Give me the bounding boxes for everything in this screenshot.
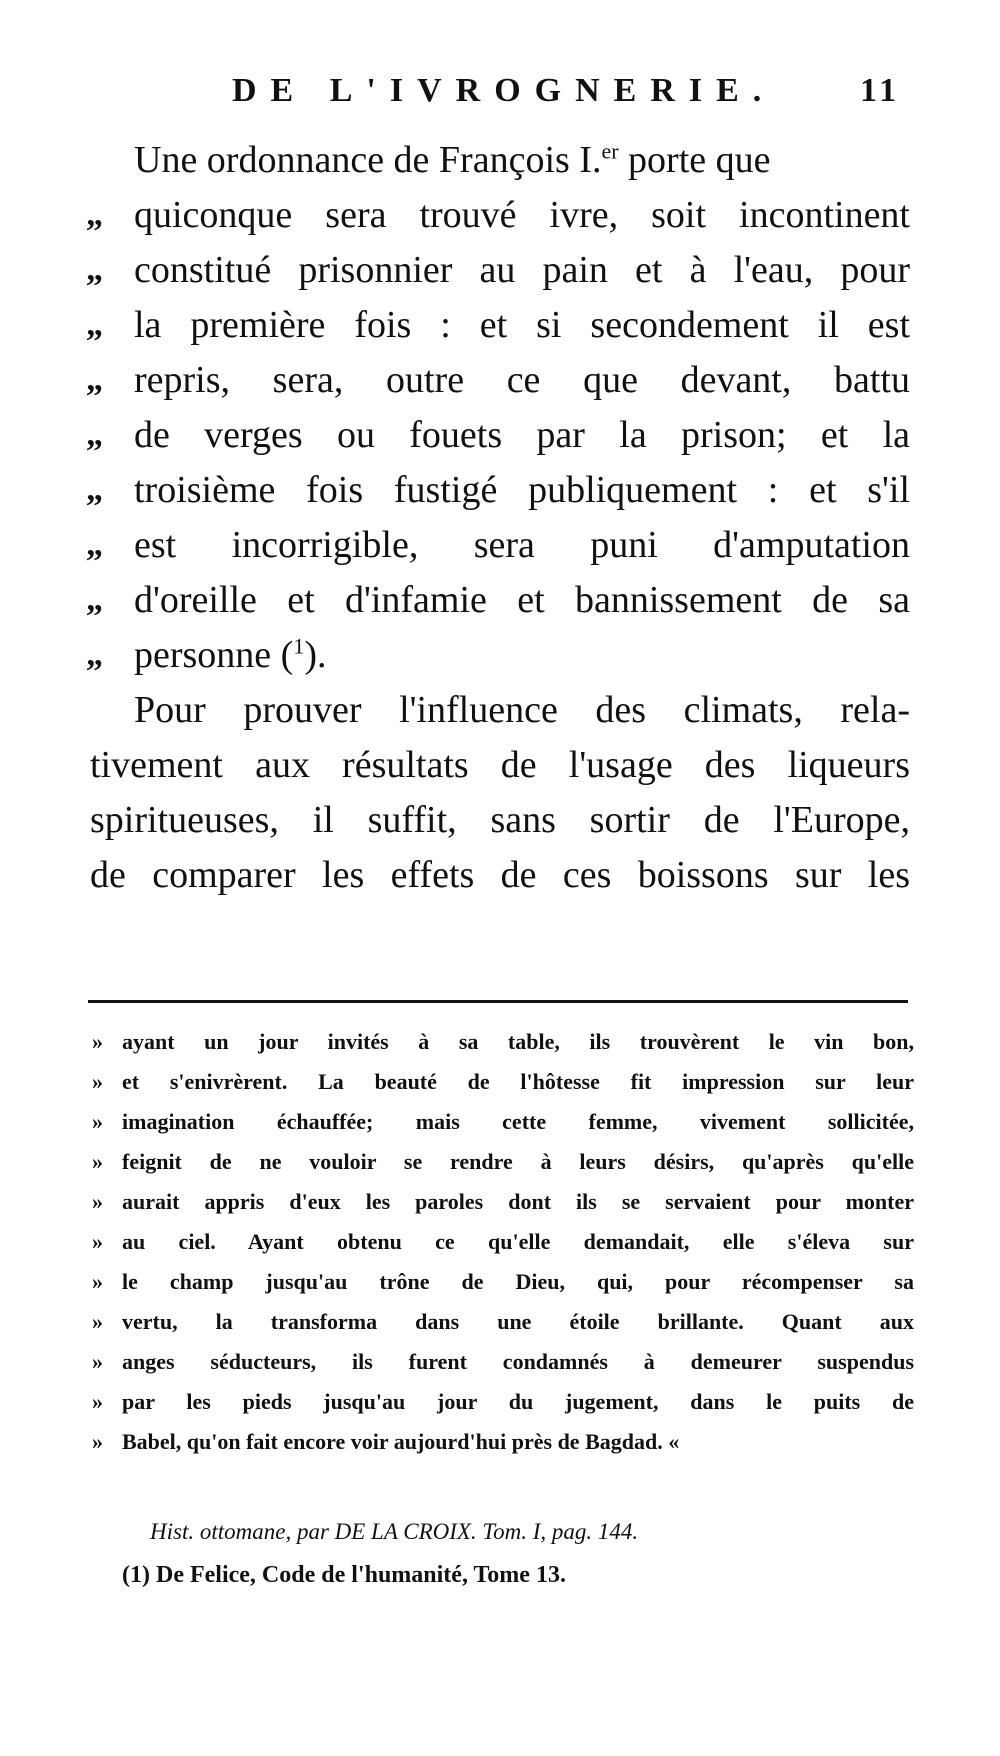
footnote-line: [0, 1302, 1000, 1342]
footnote-text: imagination échauffée; mais cette femme, vivement sollicitée,: [122, 1109, 914, 1134]
line-segment: Une ordonnance de François I.: [134, 139, 602, 181]
guillemet-mark: »: [92, 1389, 103, 1414]
footnote-text: feignit de ne vouloir se rendre à leurs désirs, qu'après qu'elle: [122, 1149, 914, 1174]
footnote-line: [0, 1102, 1000, 1142]
footnote-line: [0, 1142, 1000, 1182]
quote-line: [0, 350, 1000, 410]
line-text: Pour prouver l'influence des climats, rela-: [134, 689, 910, 731]
paragraph-line: [0, 790, 1000, 850]
guillemet-mark: »: [92, 1069, 103, 1094]
quote-mark: „: [86, 306, 103, 343]
footnote-line: [0, 1182, 1000, 1222]
footnote-separator: [88, 1000, 908, 1003]
guillemet-mark: »: [92, 1269, 103, 1294]
guillemet-mark: »: [92, 1109, 103, 1134]
line-text: de verges ou fouets par la prison; et la: [134, 414, 910, 456]
quote-line: [0, 570, 1000, 630]
footnote-text: Babel, qu'on fait encore voir aujourd'hui près de Bagdad. «: [122, 1429, 680, 1454]
line-text: tivement aux résultats de l'usage des liqueurs: [90, 744, 910, 786]
quote-mark: „: [86, 581, 103, 618]
guillemet-mark: »: [92, 1229, 103, 1254]
footnote-reference: (1) De Felice, Code de l'humanité, Tome 13.: [122, 1562, 566, 1588]
line-text: troisième fois fustigé publiquement : et s'il: [134, 469, 910, 511]
footnote-line: [0, 1222, 1000, 1262]
guillemet-mark: »: [92, 1189, 103, 1214]
footnote-line: [0, 1022, 1000, 1062]
quote-mark: „: [86, 526, 103, 563]
footnote-text: anges séducteurs, ils furent condamnés à demeurer suspendus: [122, 1349, 914, 1374]
quote-line: [0, 185, 1000, 245]
line-text: la première fois : et si secondement il est: [134, 304, 910, 346]
quote-mark: „: [86, 636, 103, 673]
guillemet-mark: »: [92, 1309, 103, 1334]
text-line: [0, 130, 1000, 190]
quote-mark: „: [86, 361, 103, 398]
quote-line: [0, 240, 1000, 300]
quote-mark: „: [86, 416, 103, 453]
footnote-line: [0, 1382, 1000, 1422]
citation: Hist. ottomane, par DE LA CROIX. Tom. I, pag. 144.: [150, 1519, 639, 1544]
quote-line: [0, 625, 1000, 685]
footnote-text: au ciel. Ayant obtenu ce qu'elle demandait, elle s'éleva sur: [122, 1229, 914, 1254]
footnote-text: et s'enivrèrent. La beauté de l'hôtesse fit impression sur leur: [122, 1069, 914, 1094]
page-header: [0, 62, 1000, 122]
line-text: d'oreille et d'infamie et bannissement de sa: [134, 579, 910, 621]
line-text: constitué prisonnier au pain et à l'eau, pour: [134, 249, 910, 291]
paragraph-line: [0, 680, 1000, 740]
footnote-line: [0, 1342, 1000, 1382]
footnote-text: ayant un jour invités à sa table, ils trouvèrent le vin bon,: [122, 1029, 914, 1054]
paragraph-line: [0, 845, 1000, 905]
line-text: [134, 625, 910, 685]
page-number: 11: [860, 72, 901, 109]
running-title: DE L'IVROGNERIE.: [232, 72, 776, 109]
line-text: est incorrigible, sera puni d'amputation: [134, 524, 910, 566]
quote-mark: „: [86, 251, 103, 288]
quote-line: [0, 295, 1000, 355]
line-text: de comparer les effets de ces boissons sur les: [90, 854, 910, 896]
line-segment: ).: [304, 634, 327, 676]
footnote-text: le champ jusqu'au trône de Dieu, qui, pour récompenser sa: [122, 1269, 914, 1294]
line-text: [134, 130, 910, 190]
footnote-line: [0, 1422, 1000, 1462]
quote-mark: „: [86, 196, 103, 233]
line-segment: porte que: [618, 139, 771, 181]
quote-line: [0, 405, 1000, 465]
paragraph-line: [0, 735, 1000, 795]
guillemet-mark: »: [92, 1029, 103, 1054]
footnote-line: [0, 1262, 1000, 1302]
line-text: quiconque sera trouvé ivre, soit incontinent: [134, 194, 910, 236]
footnote-text: vertu, la transforma dans une étoile brillante. Quant aux: [122, 1309, 914, 1334]
footnote-text: par les pieds jusqu'au jour du jugement, dans le puits de: [122, 1389, 914, 1414]
superscript: er: [601, 138, 619, 164]
footnote-text: aurait appris d'eux les paroles dont ils se servaient pour monter: [122, 1189, 914, 1214]
quote-line: [0, 460, 1000, 520]
quote-line: [0, 515, 1000, 575]
guillemet-mark: »: [92, 1429, 103, 1454]
line-segment: personne (: [134, 634, 294, 676]
guillemet-mark: »: [92, 1149, 103, 1174]
line-text: repris, sera, outre ce que devant, battu: [134, 359, 910, 401]
line-text: spiritueuses, il suffit, sans sortir de l'Europe,: [90, 799, 910, 841]
quote-mark: „: [86, 471, 103, 508]
footnote-line: [0, 1062, 1000, 1102]
guillemet-mark: »: [92, 1349, 103, 1374]
footnote-marker: 1: [293, 633, 305, 659]
